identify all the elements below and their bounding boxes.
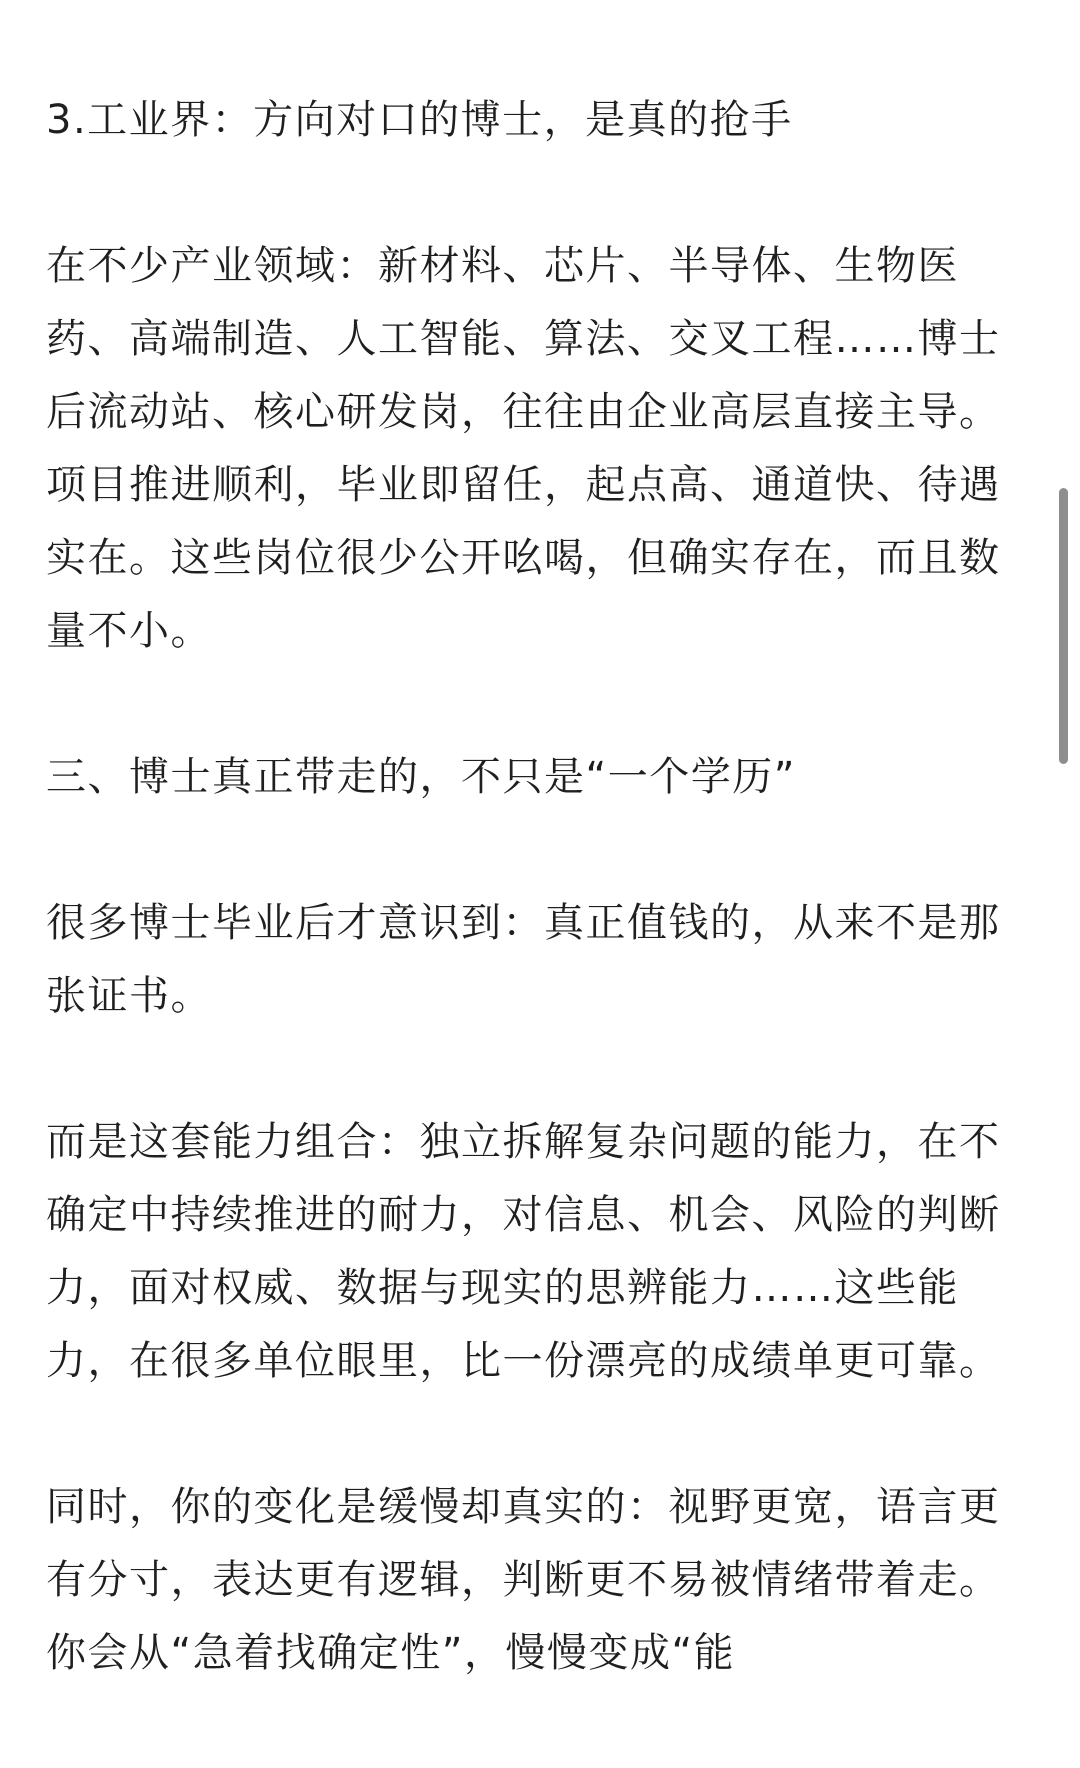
article-body	[46, 0, 1021, 1763]
scrollbar-thumb[interactable]	[1059, 488, 1068, 764]
section-heading-three: 三、博士真正带走的，不只是“一个学历”	[46, 754, 796, 800]
section-heading-industry: 3.工业界：方向对口的博士，是真的抢手	[46, 97, 793, 143]
partial-paragraph	[46, 0, 1021, 11]
paragraph-gradual-change: 同时，你的变化是缓慢却真实的：视野更宽，语言更有分寸，表达更有逻辑，判断更不易被情绪带着走。你会从“急着找确定性”，慢慢变成“能	[46, 1484, 1001, 1676]
paragraph-certificate: 很多博士毕业后才意识到：真正值钱的，从来不是那张证书。	[46, 900, 1001, 1019]
paragraph-ability-combination: 而是这套能力组合：独立拆解复杂问题的能力，在不确定中持续推进的耐力，对信息、机会、风险的判断力，面对权威、数据与现实的思辨能力……这些能力，在很多单位眼里，比一份漂亮的成绩单更可靠。	[46, 1119, 1001, 1384]
paragraph-industry-fields: 在不少产业领域：新材料、芯片、半导体、生物医药、高端制造、人工智能、算法、交叉工程……博士后流动站、核心研发岗，往往由企业高层直接主导。项目推进顺利，毕业即留任，起点高、通道快、待遇实在。这些岗位很少公开吆喝，但确实存在，而且数量不小。	[46, 243, 1001, 654]
